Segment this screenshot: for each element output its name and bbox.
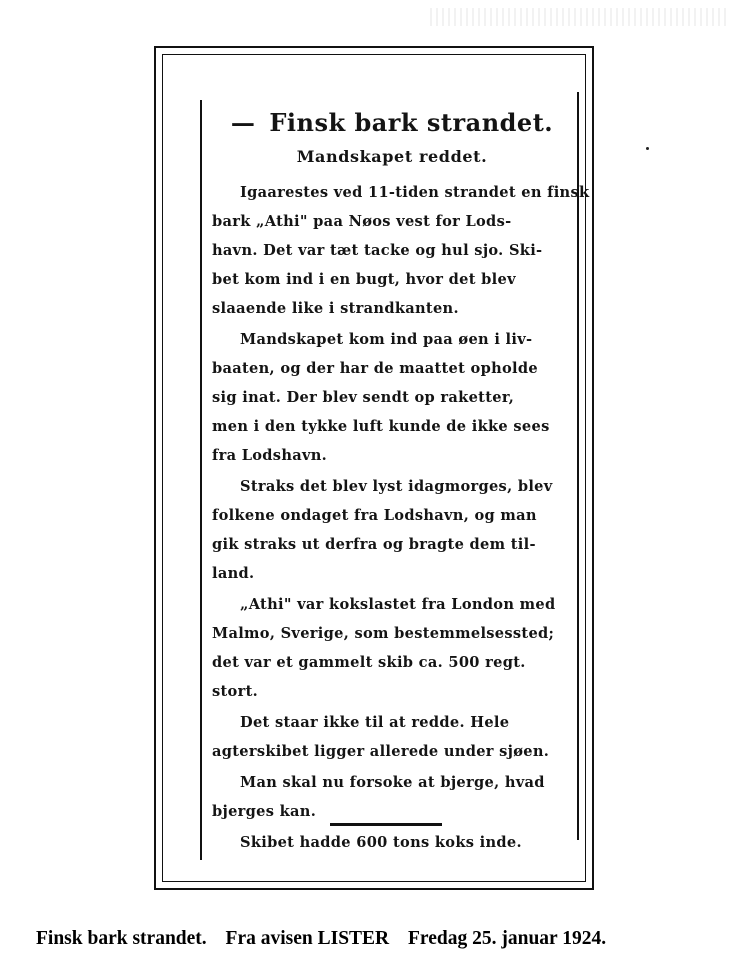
paragraph-line: men i den tykke luft kunde de ikke sees [212, 418, 550, 435]
article-body [212, 178, 590, 859]
article-paragraph [212, 178, 590, 323]
paragraph-line: Igaarestes ved 11-tiden strandet en finsk [240, 184, 590, 201]
article-end-rule [330, 823, 442, 826]
paragraph-line: bjerges kan. [212, 803, 317, 820]
paragraph-line: baaten, og der har de maattet opholde [212, 360, 538, 377]
article-paragraph [212, 708, 572, 766]
headline-text: Finsk bark strandet. [269, 108, 554, 137]
paragraph-line: Det staar ikke til at redde. Hele [240, 714, 510, 731]
paragraph-line: stort. [212, 683, 259, 700]
caption-title: Finsk bark strandet. [36, 928, 207, 949]
paragraph-line: Malmo, Sverige, som bestemmelsessted; [212, 625, 555, 642]
article-paragraph [212, 590, 572, 706]
paragraph-line: bet kom ind i en bugt, hvor det blev [212, 271, 516, 288]
paragraph-line: bark „Athi" paa Nøos vest for Lods- [212, 213, 512, 230]
scan-noise [430, 8, 730, 26]
paragraph-line: Man skal nu forsoke at bjerge, hvad [240, 774, 545, 791]
newspaper-article [212, 108, 590, 859]
article-subheadline: Mandskapet reddet. [296, 147, 488, 166]
paragraph-line: folkene ondaget fra Lodshavn, og man [212, 507, 537, 524]
article-paragraph [212, 472, 572, 588]
paragraph-line: slaaende like i strandkanten. [212, 300, 459, 317]
paragraph-line: agterskibet ligger allerede under sjøen. [212, 743, 550, 760]
paragraph-line: havn. Det var tæt tacke og hul sjo. Ski- [212, 242, 543, 259]
article-paragraph [212, 768, 572, 826]
scan-speck [646, 147, 649, 150]
paragraph-line: land. [212, 565, 255, 582]
paragraph-line: fra Lodshavn. [212, 447, 328, 464]
paragraph-line: det var et gammelt skib ca. 500 regt. [212, 654, 526, 671]
paragraph-line: „Athi" var kokslastet fra London med [240, 596, 556, 613]
column-rule-left [200, 100, 202, 860]
paragraph-line: Straks det blev lyst idagmorges, blev [240, 478, 553, 495]
article-headline [212, 108, 572, 137]
paragraph-gap [212, 857, 572, 859]
headline-dash: — [230, 108, 256, 137]
paragraph-line: Skibet hadde 600 tons koks inde. [240, 834, 522, 851]
image-caption [36, 928, 746, 950]
caption-date: Fredag 25. januar 1924. [408, 928, 607, 949]
paragraph-line: Mandskapet kom ind paa øen i liv- [240, 331, 533, 348]
article-paragraph [212, 325, 572, 470]
paragraph-line: sig inat. Der blev sendt op raketter, [212, 389, 515, 406]
article-paragraph [212, 828, 572, 857]
paragraph-line: gik straks ut derfra og bragte dem til- [212, 536, 536, 553]
caption-source: Fra avisen LISTER [225, 928, 390, 949]
